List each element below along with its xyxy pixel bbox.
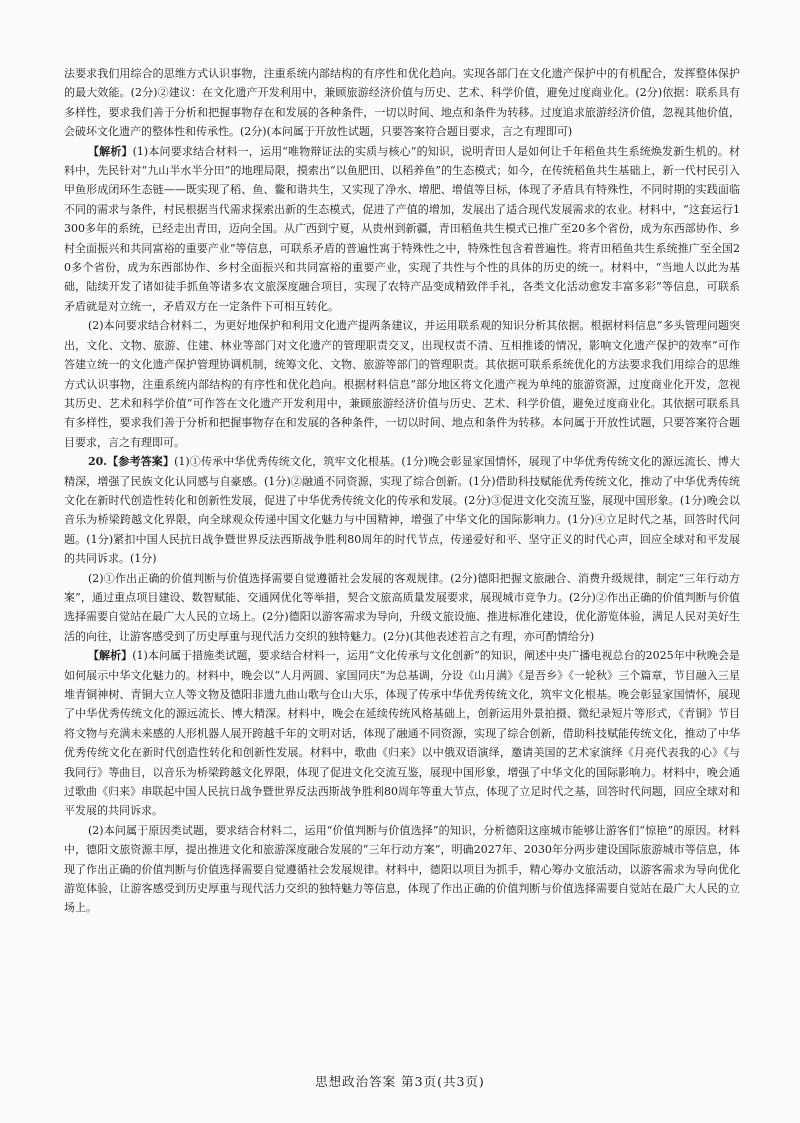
analysis-label: 【解析】 — [88, 144, 133, 158]
page-footer: 思想政治答案 第3页(共3页) — [315, 1074, 485, 1089]
paragraph-text: (2)①作出正确的价值判断与价值选择需要自觉遵循社会发展的客观规律。(2分)德阳把握文旅融合、消费升级规律，制定“三年行动方案”，通过重点项目建设、数智赋能、交通网优化等举措，契合文旅高质量发展要求，展现城市竞争力。(2分)②作出正确的价值判断与价值选择需要自觉站在最广大人民的立场上。(2分)德阳以游客需求为导向，升级文旅设施、推进标准化建设，优化游览体验，满足人民对美好生活的向往，让游客感受到了历史厚重与现代活力交织的独特魅力。(2分)(其他表述若言之有理，亦可酌情给分) — [64, 571, 740, 643]
answer-paragraph-continuation — [64, 64, 740, 142]
paragraph-text: (1)本问要求结合材料一，运用“唯物辩证法的实质与核心”的知识，说明青田人是如何让千年稻鱼共生系统焕发新生机的。材料中，先民针对“九山半水半分田”的地理局限，摸索出“以鱼肥田、以稻养鱼”的生态模式；如今，在传统稻鱼共生基础上，新一代村民引入甲鱼形成闭环生态链——既实现了稻、鱼、鳖和谐共生，又实现了净水、增肥、增值等目标，体现了矛盾具有特殊性，不同时期的实践面临不同的需求与条件，村民根据当代需求探索出新的生态模式，促进了产值的增加，发展出了适合现代发展需求的农业。材料中，“这套运行1300多年的系统，已经走出青田，迈向全国。从广西到宁夏，从贵州到新疆，青田稻鱼共生模式已推广至20多个省份，成为东西部协作、乡村全面振兴和共同富裕的重要产业”等信息，可联系矛盾的普遍性寓于特殊性之中，特殊性包含着普遍性。将青田稻鱼共生系统推广至全国20多个省份，成为东西部协作、乡村全面振兴和共同富裕的重要产业，实现了共性与个性的具体的历史的统一。材料中，“当地人以此为基础，陆续开发了诸如徒手抓鱼等诸多农文旅深度融合项目，实现了农特产品变成精致伴手礼，各类文化活动愈发丰富多彩”等信息，可联系矛盾就是对立统一，矛盾双方在一定条件下可相互转化。 — [64, 144, 741, 313]
reference-answer-20-2 — [64, 569, 740, 647]
analysis-paragraph-19-1 — [64, 142, 740, 317]
analysis-paragraph-20-1 — [64, 646, 740, 821]
analysis-paragraph-19-2 — [64, 316, 740, 452]
analysis-label: 【解析】 — [88, 649, 133, 663]
paragraph-text: (1)①传承中华优秀传统文化，筑牢文化根基。(1分)晚会彰显家国情怀，展现了中华优秀传统文化的源远流长、博大精深，增强了民族文化认同感与自豪感。(1分)②融通不同资源，实现了综合创新。(1分)借助科技赋能优秀传统文化，推动了中华优秀传统文化在新时代创造性转化和创新性发展，促进了中华优秀传统文化的传承和发展。(2分)③促进文化交流互鉴，展现中国形象。(1分)晚会以音乐为桥梁跨越文化界限，向全球观众传递中国文化魅力与中国精神，增强了中华文化的国际影响力。(1分)④立足时代之基，回答时代问题。(1分)紧扣中国人民抗日战争暨世界反法西斯战争胜利80周年的时代节点，传递爱好和平、坚守正义的时代心声，回应全球对和平发展的共同诉求。(1分) — [64, 455, 740, 566]
analysis-paragraph-20-2 — [64, 821, 740, 918]
paragraph-text: (2)本问属于原因类试题，要求结合材料二，运用“价值判断与价值选择”的知识，分析德阳这座城市能够让游客们“惊艳”的原因。材料中，德阳文旅资源丰厚，提出推进文化和旅游深度融合发展的“三年行动方案”，明确2027年、2030年分两步建设国际旅游城市等信息，体现了作出正确的价值判断与价值选择需要自觉遵循社会发展规律。材料中，德阳以项目为抓手，精心筹办文旅活动，以游客需求为导向优化游览体验，让游客感受到历史厚重与现代活力交织的独特魅力等信息，体现了作出正确的价值判断与价值选择需要自觉站在最广大人民的立场上。 — [64, 823, 740, 915]
answer-body — [64, 64, 740, 918]
paragraph-text: 法要求我们用综合的思维方式认识事物，注重系统内部结构的有序性和优化趋向。实现各部门在文化遗产保护中的有机配合，发挥整体保护的最大效能。(2分)②建议：在文化遗产开发利用中，兼顾旅游经济价值与历史、艺术、科学价值，避免过度商业化。(2分)依据：联系具有多样性，要求我们善于分析和把握事物存在和发展的各种条件，一切以时间、地点和条件为转移。过度追求旅游经济价值，忽视其他价值，会破坏文化遗产的整体性和传承性。(2分)(本问属于开放性试题，只要答案符合题目要求，言之有理即可) — [64, 67, 740, 139]
reference-answer-label: 20.【参考答案】 — [88, 455, 175, 469]
paragraph-text: (2)本问要求结合材料二，为更好地保护和利用文化遗产提两条建议，并运用联系观的知识分析其依据。根据材料信息“多头管理问题突出，文化、文物、旅游、住建、林业等部门对文化遗产的管理职责交叉，出现权责不清、互相推诿的情况，影响文化遗产保护的效率”可作答建立统一的文化遗产保护管理协调机制，统筹文化、文物、旅游等部门的管理职责。其依据可联系系统优化的方法要求我们用综合的思维方式认识事物，注重系统内部结构的有序性和优化趋向。根据材料信息“部分地区将文化遗产视为单纯的旅游资源，过度商业化开发，忽视其历史、艺术和科学价值”可作答在文化遗产开发利用中，兼顾旅游经济价值与历史、艺术、科学价值，避免过度商业化。其依据可联系具有多样性，要求我们善于分析和把握事物存在和发展的各种条件，一切以时间、地点和条件为转移。本问属于开放性试题，只要答案符合题目要求，言之有理即可。 — [64, 319, 740, 449]
paragraph-text: (1)本问属于措施类试题，要求结合材料一，运用“文化传承与文化创新”的知识，阐述中央广播电视总台的2025年中秋晚会是如何展示中华文化魅力的。材料中，晚会以“人月两圆、家国同庆”为总基调，分设《山月满》《是吾乡》《一轮秋》三个篇章，节目融入三星堆青铜神树、青铜大立人等文物及德阳非遗九曲山歌与仓山大乐，体现了传承中华优秀传统文化，筑牢文化根基。晚会彰显家国情怀，展现了中华优秀传统文化的源远流长、博大精深。材料中，晚会在延续传统风格基础上，创新运用外景拍摄、微纪录短片等形式，《青铜》节目将文物与充满未来感的人形机器人展开跨越千年的文明对话，体现了融通不同资源，实现了综合创新，借助科技赋能传统文化，推动了中华优秀传统文化在新时代创造性转化和创新性发展。材料中，歌曲《归来》以中俄双语演绎，邀请美国的艺术家演绎《月亮代表我的心》《与我同行》等曲目，以音乐为桥梁跨越文化界限，体现了促进文化交流互鉴，展现中国形象，增强了中华文化的国际影响力。材料中，晚会通过歌曲《归来》串联起中国人民抗日战争暨世界反法西斯战争胜利80周年等重大节点，体现了立足时代之基，回答时代问题，回应全球对和平发展的共同诉求。 — [64, 649, 741, 818]
reference-answer-20-1 — [64, 452, 740, 568]
